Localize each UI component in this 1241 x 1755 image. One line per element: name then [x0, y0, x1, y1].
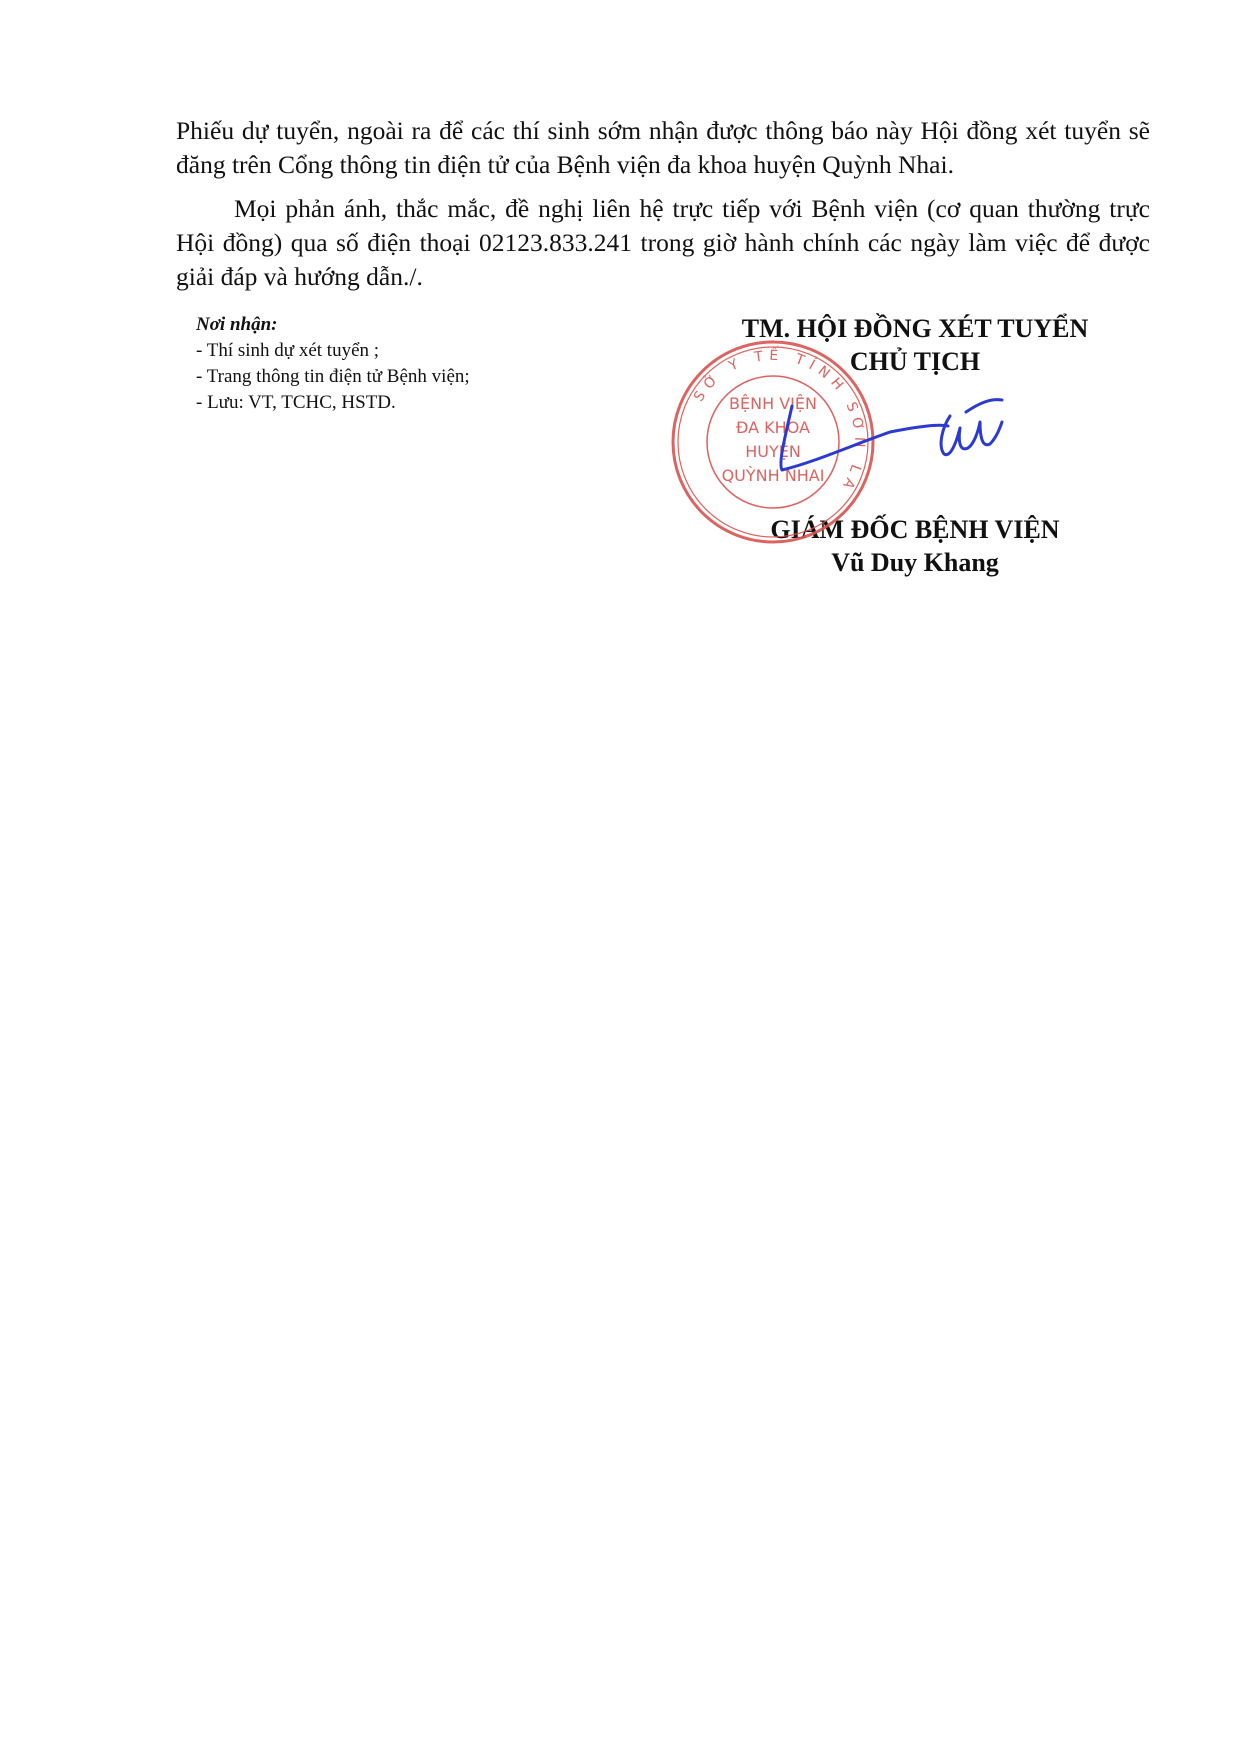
handwritten-signature [770, 388, 1020, 488]
recipient-item: - Thí sinh dự xét tuyển ; [196, 340, 380, 361]
stamp-line: HUYỆN [745, 442, 801, 461]
stamp-line: ĐA KHOA [736, 418, 810, 437]
director-title: GIÁM ĐỐC BỆNH VIỆN [770, 515, 1060, 544]
recipient-item: - Trang thông tin điện tử Bệnh viện; [196, 366, 470, 387]
body-text [176, 114, 1150, 304]
recipients-heading: Nơi nhận: [196, 314, 278, 335]
signer-name: Vũ Duy Khang [831, 548, 999, 577]
stamp-line: BỆNH VIỆN [729, 394, 817, 413]
paragraph-contact: Mọi phản ánh, thắc mắc, đề nghị liên hệ trực tiếp với Bệnh viện (cơ quan thường trực Hội đồng) qua số điện thoại 02123.833.241 trong giờ hành chính các ngày làm việc để được giải đáp và hướng dẫn./. [176, 194, 1150, 291]
council-title: TM. HỘI ĐỒNG XÉT TUYỂN [741, 314, 1089, 343]
paragraph-registration: Phiếu dự tuyển, ngoài ra để các thí sinh sớm nhận được thông báo này Hội đồng xét tuyển sẽ đăng trên Cổng thông tin điện tử của Bệnh viện đa khoa huyện Quỳnh Nhai. [176, 116, 1150, 179]
stamp-ring-text: SỞ Y TẾ TỈNH SƠN LA [690, 347, 868, 497]
stamp-line: QUỲNH NHAI [721, 466, 825, 485]
recipient-item: - Lưu: VT, TCHC, HSTD. [196, 392, 396, 413]
chairman-title: CHỦ TỊCH [849, 347, 981, 376]
recipients-block [196, 312, 616, 416]
